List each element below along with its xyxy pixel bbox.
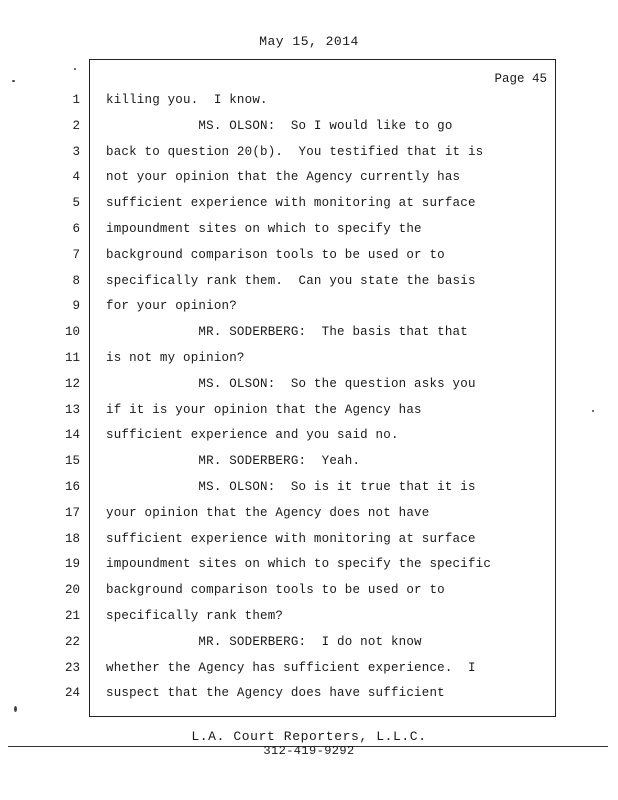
transcript-line-text: specifically rank them. Can you state the basis bbox=[106, 273, 476, 288]
transcript-line-text: MS. OLSON: So I would like to go bbox=[106, 118, 453, 133]
transcript-line-text: whether the Agency has sufficient experience. I bbox=[106, 660, 476, 675]
line-number: 14 bbox=[64, 428, 80, 443]
transcript-line-text: sufficient experience with monitoring at surface bbox=[106, 531, 476, 546]
page-number-label: Page 45 bbox=[494, 72, 547, 86]
line-number: 24 bbox=[64, 686, 80, 701]
transcript-line-text: sufficient experience with monitoring at surface bbox=[106, 196, 476, 211]
line-number: 2 bbox=[72, 118, 80, 133]
transcript-line-text: background comparison tools to be used or to bbox=[106, 247, 445, 262]
line-number: 22 bbox=[64, 634, 80, 649]
scan-speck bbox=[592, 410, 594, 412]
footer-company: L.A. Court Reporters, L.L.C. bbox=[191, 729, 427, 744]
line-number: 6 bbox=[72, 222, 80, 236]
transcript-date: May 15, 2014 bbox=[259, 34, 359, 49]
line-number: 23 bbox=[64, 660, 80, 675]
scan-speck bbox=[12, 80, 15, 82]
footer-phone: 312-419-9292 bbox=[263, 744, 355, 758]
transcript-line-text: MS. OLSON: So is it true that it is bbox=[106, 480, 476, 494]
transcript-line-text: is not my opinion? bbox=[106, 351, 245, 365]
line-number: 17 bbox=[64, 505, 80, 520]
transcript-line-text: MR. SODERBERG: I do not know bbox=[106, 634, 422, 649]
transcript-line-text: impoundment sites on which to specify the bbox=[106, 222, 422, 236]
scan-speck bbox=[14, 706, 17, 712]
line-number: 20 bbox=[64, 583, 80, 598]
line-number: 1 bbox=[72, 93, 80, 107]
line-number: 13 bbox=[64, 402, 80, 417]
line-number: 16 bbox=[64, 480, 80, 494]
transcript-line-text: background comparison tools to be used or to bbox=[106, 583, 445, 598]
transcript-line-text: MR. SODERBERG: Yeah. bbox=[106, 454, 361, 469]
line-number: 18 bbox=[64, 531, 80, 546]
line-number: 15 bbox=[64, 454, 80, 469]
transcript-line-text: your opinion that the Agency does not have bbox=[106, 505, 430, 520]
transcript-line-text: if it is your opinion that the Agency has bbox=[106, 402, 422, 417]
line-number: 19 bbox=[64, 557, 80, 572]
transcript-line-text: for your opinion? bbox=[106, 299, 237, 314]
line-number: 3 bbox=[72, 144, 80, 159]
transcript-line-text: back to question 20(b). You testified that it is bbox=[106, 144, 484, 159]
transcript-line-text: MR. SODERBERG: The basis that that bbox=[106, 325, 468, 340]
transcript-line-text: specifically rank them? bbox=[106, 609, 284, 623]
line-number: 12 bbox=[64, 376, 80, 391]
transcript-line-text: MS. OLSON: So the question asks you bbox=[106, 376, 476, 391]
transcript-line-text: killing you. I know. bbox=[106, 93, 268, 107]
line-number: 9 bbox=[72, 299, 80, 314]
transcript-line-text: impoundment sites on which to specify the specific bbox=[106, 557, 492, 572]
transcript-line-text: not your opinion that the Agency currently has bbox=[106, 170, 461, 185]
scan-speck bbox=[74, 68, 76, 70]
line-number: 5 bbox=[72, 196, 80, 211]
transcript-line-text: suspect that the Agency does have sufficient bbox=[106, 686, 445, 701]
transcript-line-text: sufficient experience and you said no. bbox=[106, 428, 399, 443]
line-number: 21 bbox=[64, 609, 80, 623]
line-number: 4 bbox=[72, 170, 80, 185]
line-number: 11 bbox=[64, 351, 80, 365]
line-number: 10 bbox=[64, 325, 80, 340]
line-number: 7 bbox=[72, 247, 80, 262]
line-number: 8 bbox=[72, 273, 80, 288]
